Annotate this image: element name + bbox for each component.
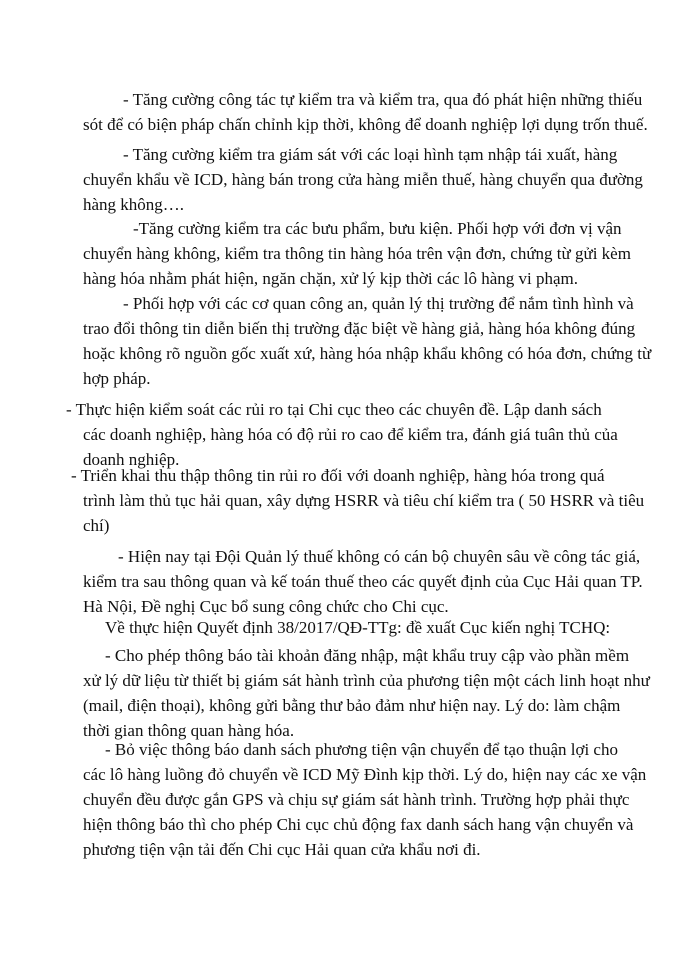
text-line: sót để có biện pháp chấn chỉnh kịp thời, không để doanh nghiệp lợi dụng trốn thuế. [83, 115, 648, 134]
text-line: xử lý dữ liệu từ thiết bị giám sát hành trình của phương tiện một cách linh hoạt như [83, 671, 650, 690]
text-line: chuyển hàng không, kiểm tra thông tin hàng hóa trên vận đơn, chứng từ gửi kèm [83, 244, 631, 263]
text-line: (mail, điện thoại), không gửi bằng thư bảo đảm như hiện nay. Lý do: làm chậm [83, 696, 621, 715]
text-line: - Tăng cường công tác tự kiểm tra và kiểm tra, qua đó phát hiện những thiếu [123, 90, 643, 109]
text-line: chuyển khẩu về ICD, hàng bán trong cửa hàng miễn thuế, hàng chuyển qua đường [83, 170, 643, 189]
text-line: - Cho phép thông báo tài khoản đăng nhập, mật khẩu truy cập vào phần mềm [105, 646, 630, 665]
text-line: - Hiện nay tại Đội Quản lý thuế không có cán bộ chuyên sâu về công tác giá, [118, 547, 641, 566]
paragraph-staffing [83, 544, 643, 619]
text-line: hiện thông báo thì cho phép Chi cục chủ động fax danh sách hang vận chuyển và [83, 815, 634, 834]
text-line: kiểm tra sau thông quan và kế toán thuế theo các quyết định của Cục Hải quan TP. [83, 572, 643, 591]
text-line: Hà Nội, Đề nghị Cục bổ sung công chức cho Chi cục. [83, 597, 449, 616]
text-line: hàng không…. [83, 195, 185, 214]
text-line: trao đổi thông tin diễn biến thị trường đặc biệt về hàng giả, hàng hóa không đúng [83, 319, 636, 338]
text-line: chuyển đều được gắn GPS và chịu sự giám sát hành trình. Trường hợp phải thực [83, 790, 630, 809]
text-line: các lô hàng luồng đỏ chuyển về ICD Mỹ Đình kịp thời. Lý do, hiện nay các xe vận [83, 765, 647, 784]
paragraph-vehicle-list [83, 737, 646, 862]
text-line: - Thực hiện kiểm soát các rủi ro tại Chi cục theo các chuyên đề. Lập danh sách [66, 400, 602, 419]
paragraph-login-notice [83, 643, 650, 743]
text-line: doanh nghiệp. [83, 450, 180, 469]
paragraph-postal [83, 216, 631, 291]
text-line: hàng hóa nhằm phát hiện, ngăn chặn, xử lý kịp thời các lô hàng vi phạm. [83, 269, 579, 288]
text-line: hợp pháp. [83, 369, 151, 388]
text-line: hoặc không rõ nguồn gốc xuất xứ, hàng hóa nhập khẩu không có hóa đơn, chứng từ [83, 344, 652, 363]
text-line: -Tăng cường kiểm tra các bưu phẩm, bưu kiện. Phối hợp với đơn vị vận [133, 219, 622, 238]
paragraph-audit [83, 87, 648, 137]
text-line: thời gian thông quan hàng hóa. [83, 721, 295, 740]
text-line: - Triển khai thu thập thông tin rủi ro đối với doanh nghiệp, hàng hóa trong quá [71, 466, 605, 485]
text-line: - Phối hợp với các cơ quan công an, quản lý thị trường để nắm tình hình và [123, 294, 634, 313]
text-line: - Bỏ việc thông báo danh sách phương tiện vận chuyển để tạo thuận lợi cho [105, 740, 618, 759]
paragraph-risk-control [66, 397, 618, 472]
text-line: phương tiện vận tải đến Chi cục Hải quan cửa khẩu nơi đi. [83, 840, 481, 859]
paragraph-decision-38 [83, 615, 610, 640]
paragraph-coordination [83, 291, 651, 391]
paragraph-transit-goods [83, 142, 643, 217]
text-line: trình làm thủ tục hải quan, xây dựng HSRR và tiêu chí kiểm tra ( 50 HSRR và tiêu [83, 491, 645, 510]
text-line: Về thực hiện Quyết định 38/2017/QĐ-TTg: đề xuất Cục kiến nghị TCHQ: [105, 618, 611, 637]
text-line: - Tăng cường kiểm tra giám sát với các loại hình tạm nhập tái xuất, hàng [123, 145, 618, 164]
text-line: các doanh nghiệp, hàng hóa có độ rủi ro cao để kiểm tra, đánh giá tuân thủ của [83, 425, 618, 444]
paragraph-risk-info [71, 463, 645, 538]
text-line: chí) [83, 516, 110, 535]
